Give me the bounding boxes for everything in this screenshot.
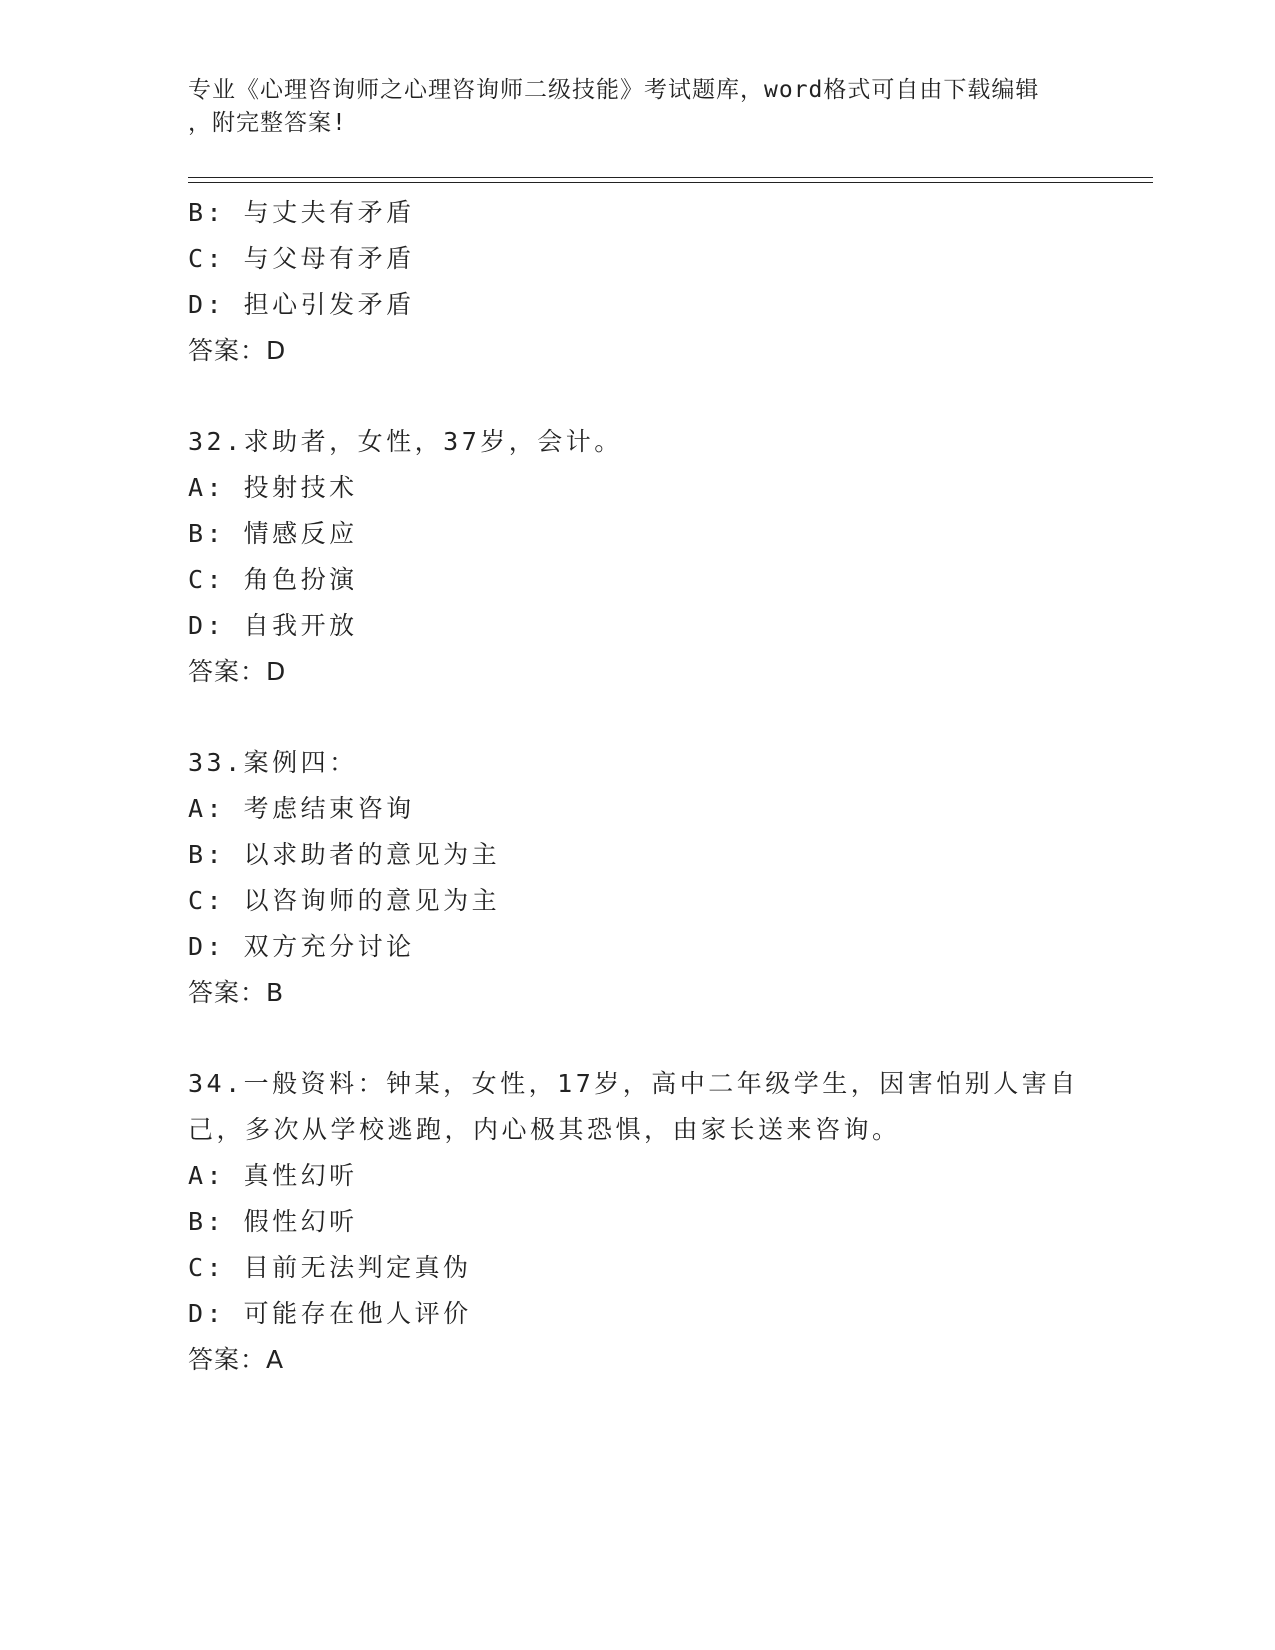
document-header — [188, 74, 1068, 140]
block-spacer — [188, 1016, 1088, 1061]
option-b: B: 与丈夫有矛盾 — [188, 198, 415, 227]
question-block-33 — [188, 740, 1088, 1016]
block-spacer — [188, 695, 1088, 740]
option-b: B: 情感反应 — [188, 519, 358, 548]
option-d: D: 双方充分讨论 — [188, 932, 415, 961]
answer-line: 答案：D — [188, 657, 287, 686]
answer-line: 答案：B — [188, 978, 285, 1007]
option-c: C: 目前无法判定真伪 — [188, 1253, 472, 1282]
option-a: A: 真性幻听 — [188, 1161, 358, 1190]
question-list — [188, 190, 1088, 1383]
option-c: C: 以咨询师的意见为主 — [188, 886, 501, 915]
header-divider-bottom — [188, 182, 1153, 183]
option-c: C: 角色扮演 — [188, 565, 358, 594]
question-text-line-1: 34.一般资料：钟某，女性，17岁，高中二年级学生，因害怕别人害自 — [188, 1069, 1079, 1098]
header-divider-top — [188, 177, 1153, 178]
option-b: B: 以求助者的意见为主 — [188, 840, 501, 869]
option-c: C: 与父母有矛盾 — [188, 244, 415, 273]
option-b: B: 假性幻听 — [188, 1207, 358, 1236]
header-line-1: 专业《心理咨询师之心理咨询师二级技能》考试题库，word格式可自由下载编辑 — [188, 77, 1040, 103]
option-d: D: 可能存在他人评价 — [188, 1299, 472, 1328]
option-a: A: 考虑结束咨询 — [188, 794, 415, 823]
block-spacer — [188, 374, 1088, 419]
option-d: D: 担心引发矛盾 — [188, 290, 415, 319]
question-block-31 — [188, 190, 1088, 374]
question-block-32 — [188, 419, 1088, 695]
answer-line: 答案：D — [188, 336, 287, 365]
answer-line: 答案：A — [188, 1345, 285, 1374]
question-text: 33.案例四： — [188, 748, 358, 777]
option-a: A: 投射技术 — [188, 473, 358, 502]
question-block-34 — [188, 1061, 1088, 1383]
option-d: D: 自我开放 — [188, 611, 358, 640]
question-text: 32.求助者，女性，37岁，会计。 — [188, 427, 623, 456]
question-text-line-2: 己，多次从学校逃跑，内心极其恐惧，由家长送来咨询。 — [188, 1115, 901, 1144]
header-line-2: ，附完整答案! — [188, 110, 347, 136]
